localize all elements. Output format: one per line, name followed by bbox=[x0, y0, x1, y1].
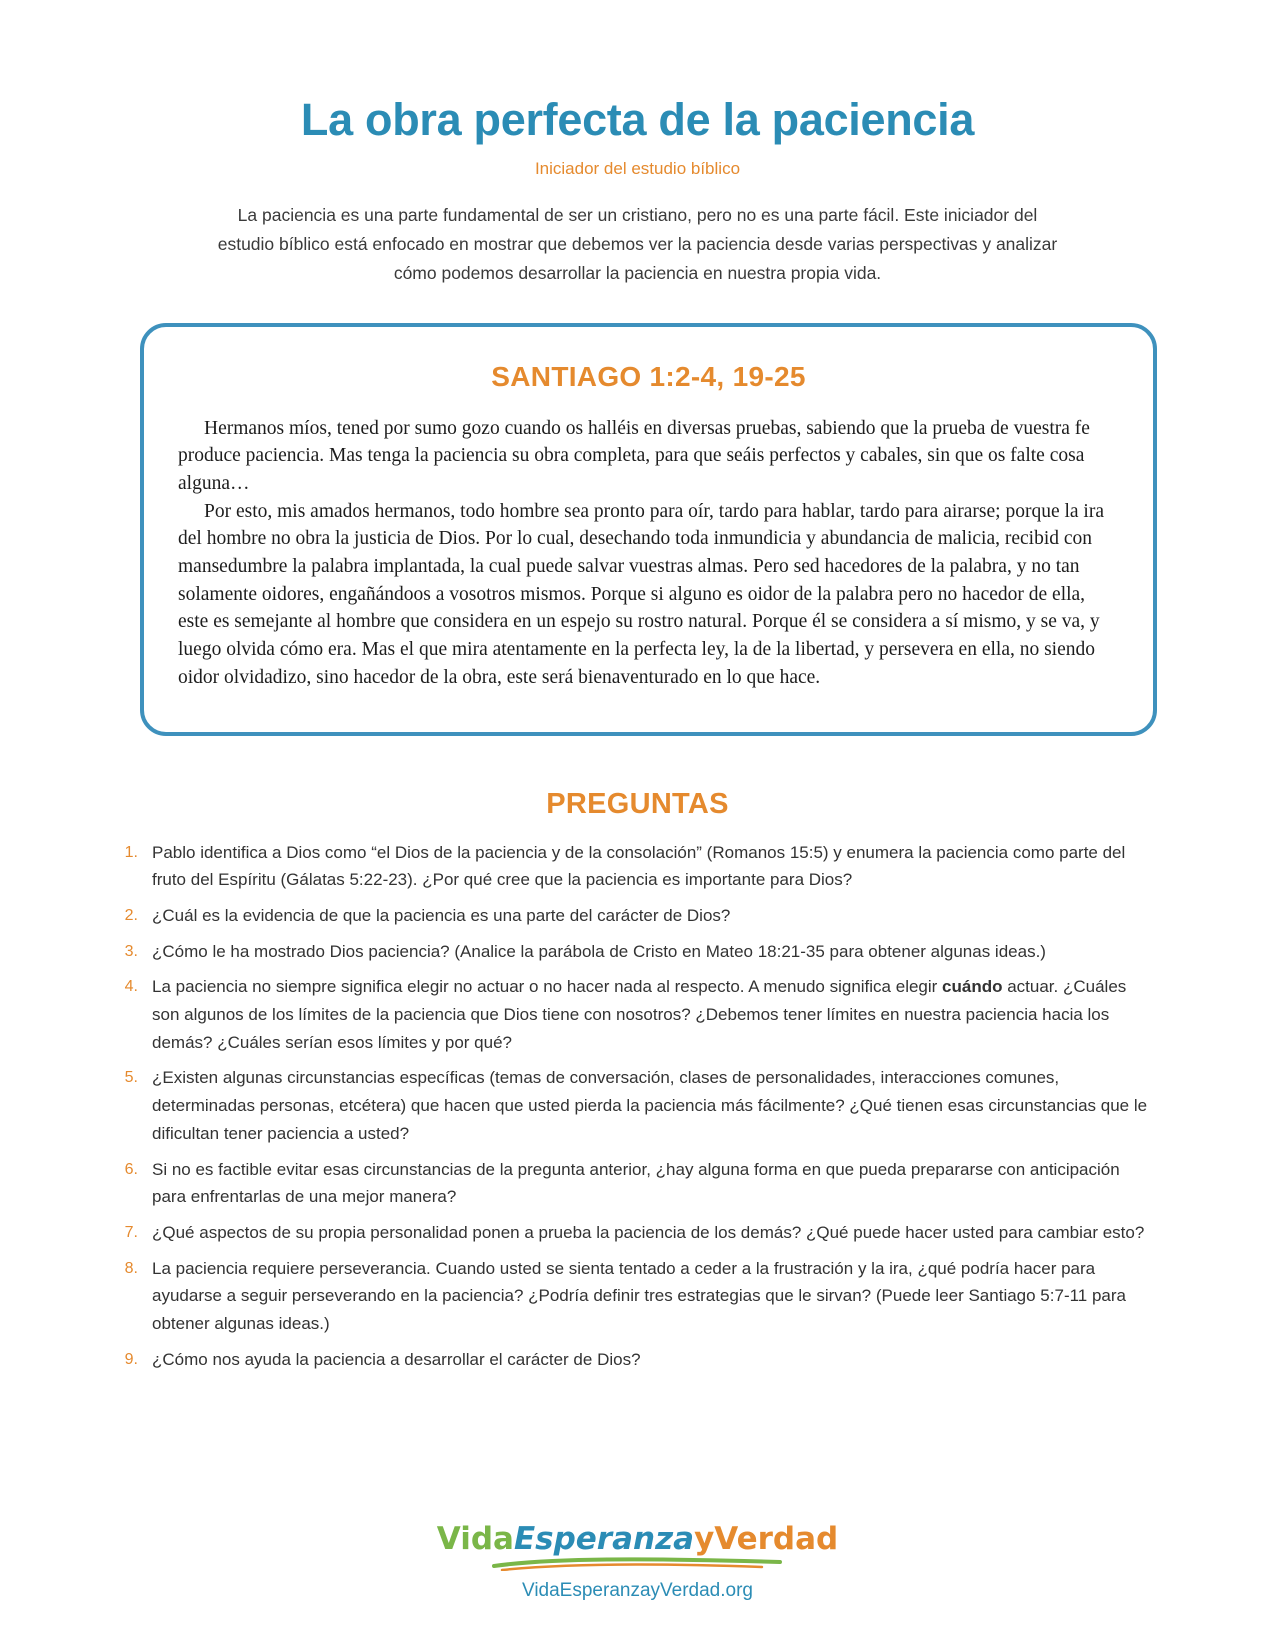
scripture-text bbox=[178, 415, 1119, 692]
intro-paragraph: La paciencia es una parte fundamental de ser un cristiano, pero no es una parte fácil. Este iniciador del estudio bíblico está enfocado en mostrar que debemos ver la paciencia desde varias perspectivas y analizar cómo podemos desarrollar la paciencia en nuestra propia vida. bbox=[217, 204, 1058, 284]
page-subtitle: Iniciador del estudio bíblico bbox=[534, 158, 741, 178]
scripture-box bbox=[140, 323, 1157, 736]
emphasis-text: cuándo bbox=[942, 977, 1003, 997]
list-item: ¿Cómo le ha mostrado Dios paciencia? (Analice la parábola de Cristo en Mateo 18:21-35 para obtener algunas ideas.) bbox=[152, 941, 1046, 961]
list-item: ¿Qué aspectos de su propia personalidad ponen a prueba la paciencia de los demás? ¿Qué puede hacer usted para cambiar esto? bbox=[152, 1222, 1145, 1242]
page-title: La obra perfecta de la paciencia bbox=[300, 94, 975, 145]
logo-word-esperanza: Esperanza bbox=[513, 1521, 695, 1557]
list-item: ¿Existen algunas circunstancias específicas (temas de conversación, clases de personalidades, interacciones comunes, determinadas personas, etcétera) que hacen que usted pierda la paciencia más fácilmente? ¿Qué tienen esas circunstancias que le dificultan tener paciencia a usted? bbox=[152, 1068, 1148, 1143]
list-item: La paciencia requiere perseverancia. Cuando usted se sienta tentado a ceder a la frustración y la ira, ¿qué podría hacer para ayudarse a seguir perseverando en la paciencia? ¿Podría definir tres estrategias que le sirvan? (Puede leer Santiago 5:7-11 para obtener algunas ideas.) bbox=[152, 1258, 1126, 1334]
list-item: ¿Cómo nos ayuda la paciencia a desarrollar el carácter de Dios? bbox=[152, 1349, 641, 1369]
brand-logo bbox=[436, 1521, 839, 1571]
logo-word-verdad: Verdad bbox=[714, 1521, 839, 1557]
list-item: ¿Cuál es la evidencia de que la paciencia es una parte del carácter de Dios? bbox=[152, 905, 731, 925]
footer bbox=[0, 1521, 1275, 1602]
list-item: Si no es factible evitar esas circunstancias de la pregunta anterior, ¿hay alguna forma en que pueda prepararse con anticipación para enfrentarlas de una mejor manera? bbox=[152, 1159, 1120, 1207]
logo-swoosh-icon bbox=[492, 1557, 782, 1571]
questions-list bbox=[110, 839, 1165, 1374]
list-item: La paciencia no siempre significa elegir no actuar o no hacer nada al respecto. A menudo significa elegir cuándo actuar. ¿Cuáles son algunos de los límites de la paciencia que Dios tiene con nosotros? ¿Debemos tener límites en nuestra paciencia hacia los demás? ¿Cuáles serían esos límites y por qué? bbox=[152, 977, 1127, 1052]
logo-word-vida: Vida bbox=[436, 1521, 514, 1557]
list-item: Pablo identifica a Dios como “el Dios de la paciencia y de la consolación” (Romanos 15:5) y enumera la paciencia como parte del fruto del Espíritu (Gálatas 5:22-23). ¿Por qué cree que la paciencia es importante para Dios? bbox=[152, 842, 1126, 890]
scripture-reference: SANTIAGO 1:2-4, 19-25 bbox=[491, 360, 806, 392]
logo-word-y: y bbox=[694, 1521, 715, 1557]
scripture-paragraph: Hermanos míos, tened por sumo gozo cuando os halléis en diversas pruebas, sabiendo que la prueba de vuestra fe produce paciencia. Mas tenga la paciencia su obra completa, para que seáis perfectos y cabales, sin que os falte cosa alguna… bbox=[178, 417, 1090, 495]
questions-heading: PREGUNTAS bbox=[546, 787, 729, 820]
scripture-paragraph: Por esto, mis amados hermanos, todo hombre sea pronto para oír, tardo para hablar, tardo para airarse; porque la ira del hombre no obra la justicia de Dios. Por lo cual, desechando toda inmundicia y abundancia de malicia, recibid con mansedumbre la palabra implantada, la cual puede salvar vuestras almas. Pero sed hacedores de la palabra, y no tan solamente oidores, engañándoos a vosotros mismos. Porque si alguno es oidor de la palabra pero no hacedor de ella, este es semejante al hombre que considera en un espejo su rostro natural. Porque él se considera a sí mismo, y se va, y luego olvida cómo era. Mas el que mira atentamente en la perfecta ley, la de la libertad, y persevera en ella, no siendo oidor olvidadizo, sino hacedor de la obra, este será bienaventurado en lo que hace. bbox=[178, 500, 1104, 688]
footer-url[interactable]: VidaEsperanzayVerdad.org bbox=[522, 1580, 753, 1601]
